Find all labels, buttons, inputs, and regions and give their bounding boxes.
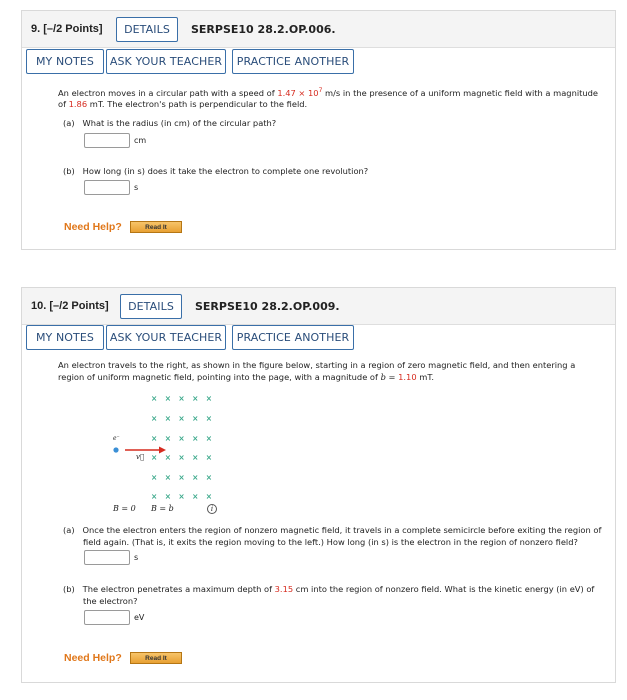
field-marks-row: × × × × × <box>151 453 215 462</box>
question-10-number <box>31 300 109 312</box>
details-label: DETAILS <box>128 300 174 313</box>
field-value: 1.10 <box>398 371 417 382</box>
part-b-text: The electron penetrates a maximum depth of <box>82 584 275 594</box>
part-a-text: Once the electron enters the region of nonzero magnetic field, it travels in a complete semicircle before exiting the region of <box>82 525 602 535</box>
assignment-code: SERPSE10 28.2.OP.006. <box>191 23 336 36</box>
ask-teacher-button[interactable] <box>106 325 226 350</box>
question-10-card <box>21 287 616 683</box>
part-a-question <box>63 118 276 130</box>
prompt-text: An electron moves in a circular path with a speed of <box>58 87 278 98</box>
question-number-text: 10. <box>31 300 47 312</box>
part-b-label: (b) <box>63 166 75 176</box>
electron-label: e⁻ <box>113 435 120 442</box>
velocity-label: v⃗ <box>136 453 145 461</box>
part-a-answer-input[interactable] <box>84 550 130 565</box>
field-marks-row: × × × × × <box>151 473 215 482</box>
depth-value: 3.15 <box>274 584 294 594</box>
practice-another-label: PRACTICE ANOTHER <box>236 331 350 344</box>
part-a-question <box>63 525 613 548</box>
magnetic-field-figure <box>107 390 267 512</box>
prompt-text: = <box>385 371 399 382</box>
need-help-label: Need Help? <box>64 221 122 233</box>
speed-mantissa: 1.47 × 10 <box>277 87 319 98</box>
part-b-unit: eV <box>134 613 145 622</box>
velocity-arrow-head <box>159 447 166 454</box>
read-it-button[interactable]: Read It <box>130 652 182 664</box>
part-b-unit: s <box>134 183 139 192</box>
ask-teacher-label: ASK YOUR TEACHER <box>109 331 223 344</box>
question-number-text: 9. <box>31 23 41 35</box>
part-b-answer-input[interactable] <box>84 610 130 625</box>
part-b-answer-input[interactable] <box>84 180 130 195</box>
part-b-label: (b) <box>63 584 75 594</box>
details-label: DETAILS <box>124 23 170 36</box>
part-b-text: the electron? <box>83 595 138 606</box>
part-a-label: (a) <box>63 118 75 128</box>
field-marks-row: × × × × × <box>151 434 215 443</box>
my-notes-button[interactable] <box>26 49 104 74</box>
part-b-question <box>63 166 368 178</box>
assignment-code: SERPSE10 28.2.OP.009. <box>195 300 340 313</box>
field-marks-row: × × × × × <box>151 492 215 501</box>
prompt-text: An electron travels to the right, as shown in the figure below, starting in a region of zero magnetic field, and then entering a <box>58 360 576 370</box>
part-a-text: What is the radius (in cm) of the circular path? <box>82 118 277 128</box>
practice-another-button[interactable] <box>232 325 354 350</box>
need-help-label: Need Help? <box>64 652 122 664</box>
field-marks-row: × × × × × <box>151 414 215 423</box>
question-10-prompt <box>58 360 618 383</box>
field-marks-row: × × × × × <box>151 394 215 403</box>
question-9-prompt <box>58 85 608 111</box>
part-a-unit: s <box>134 553 139 562</box>
prompt-text: mT. <box>416 371 435 382</box>
details-button[interactable] <box>116 17 178 42</box>
ask-teacher-button[interactable] <box>106 49 226 74</box>
prompt-text: region of uniform magnetic field, pointing into the page, with a magnitude of <box>58 371 381 382</box>
points-text: [–/2 Points] <box>43 23 103 35</box>
b-symbol: b <box>380 371 386 382</box>
part-a-text: field again. (That is, it exits the region moving to the left.) How long (in s) is the electron in the region of nonzero field? <box>83 536 578 547</box>
info-icon[interactable] <box>207 504 217 514</box>
my-notes-button[interactable] <box>26 325 104 350</box>
question-10-header <box>22 288 615 325</box>
b-zero-label: B = 0 <box>113 504 136 513</box>
details-button[interactable] <box>120 294 182 319</box>
part-b-question <box>63 584 613 607</box>
part-b-text: cm into the region of nonzero field. What is the kinetic energy (in eV) of <box>293 584 595 594</box>
part-a-label: (a) <box>63 525 75 535</box>
question-9-number <box>31 23 103 35</box>
part-b-text: How long (in s) does it take the electron to complete one revolution? <box>82 166 369 176</box>
points-text: [–/2 Points] <box>49 300 109 312</box>
speed-value <box>277 88 322 98</box>
electron-dot <box>113 447 118 452</box>
question-9-card <box>21 10 616 250</box>
my-notes-label: MY NOTES <box>35 331 95 344</box>
part-a-answer-input[interactable] <box>84 133 130 148</box>
prompt-text: m/s in the presence of a uniform magnetic field with a magnitude <box>322 87 599 98</box>
prompt-text: mT. The electron's path is perpendicular to the field. <box>87 99 308 110</box>
speed-exponent: 7 <box>318 87 323 94</box>
read-it-button[interactable]: Read It <box>130 221 182 233</box>
prompt-text: of <box>58 99 69 110</box>
b-equals-b-label: B = b <box>151 504 174 513</box>
practice-another-button[interactable] <box>232 49 354 74</box>
info-icon-glyph: i <box>210 505 214 513</box>
practice-another-label: PRACTICE ANOTHER <box>236 55 350 68</box>
field-value: 1.86 <box>68 99 88 110</box>
part-a-unit: cm <box>134 136 147 145</box>
question-9-header <box>22 11 615 48</box>
my-notes-label: MY NOTES <box>35 55 95 68</box>
ask-teacher-label: ASK YOUR TEACHER <box>109 55 223 68</box>
